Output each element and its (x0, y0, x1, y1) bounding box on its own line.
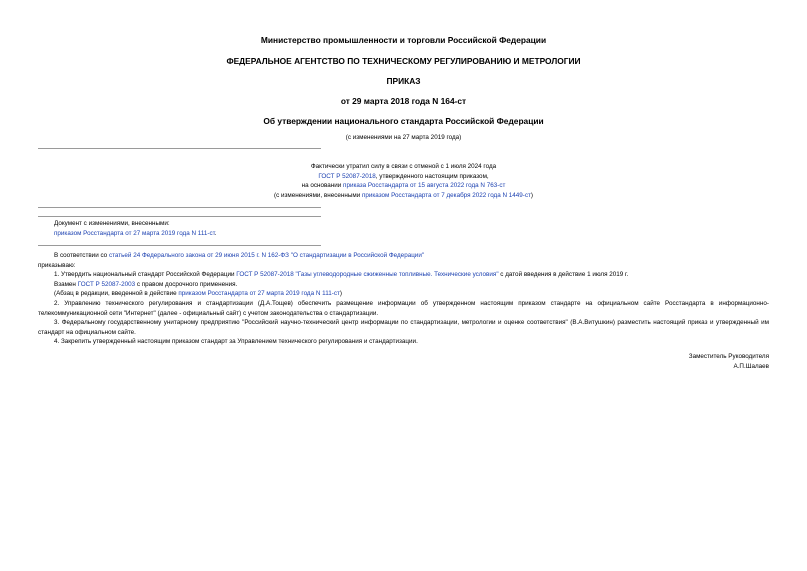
divider (38, 148, 321, 149)
item-1: 1. Утвердить национальный стандарт Российской Федерации ГОСТ Р 52087-2018 "Газы углеводородные сжиженные топливные. Технические условия" с датой введения в действие 1 июля 2019 г. (54, 271, 629, 279)
order-111-link[interactable]: приказом Росстандарта от 27 марта 2019 года N 111-ст (54, 229, 215, 237)
doc-type-heading: ПРИКАЗ (386, 76, 421, 86)
law-162fz-link[interactable]: статьей 24 Федерального закона от 29 июня 2015 г. N 162-ФЗ "О стандартизации в Российской Федерации" (108, 252, 425, 259)
date-number-heading: от 29 марта 2018 года N 164-ст (340, 96, 467, 106)
gost-2003-link[interactable]: ГОСТ Р 52087-2003 (77, 280, 136, 288)
changes-label: Документ с изменениями, внесенными: (54, 220, 170, 227)
signatory-position: Заместитель Руководителя (688, 353, 769, 360)
order-body (38, 251, 769, 347)
item-1-edit-note: (Абзац в редакции, введенной в действие приказом Росстандарта от 27 марта 2019 года N 111-ст) (54, 290, 342, 298)
status-line-3: на основании приказа Росстандарта от 15 августа 2022 года N 763-ст (301, 182, 506, 190)
status-note (38, 162, 769, 200)
order-763-link[interactable]: приказа Росстандарта от 15 августа 2022 года N 763-ст (343, 182, 506, 190)
order-1449-link[interactable]: приказом Росстандарта от 7 декабря 2022 года N 1449-ст (361, 191, 531, 199)
gost-2018-link[interactable]: ГОСТ Р 52087-2018 "Газы углеводородные сжиженные топливные. Технические условия" (236, 271, 499, 279)
status-line-4: (с изменениями, внесенными приказом Росстандарта от 7 декабря 2022 года N 1449-ст) (273, 191, 534, 199)
changes-box (54, 219, 454, 238)
changes-line: приказом Росстандарта от 27 марта 2019 года N 111-ст. (54, 229, 217, 237)
order-word: приказываю: (38, 261, 76, 269)
amended-note: (с изменениями на 27 марта 2019 года) (345, 134, 462, 141)
gost-link[interactable]: ГОСТ Р 52087-2018 (318, 172, 376, 180)
status-line-2: ГОСТ Р 52087-2018, утвержденного настоящим приказом, (318, 172, 489, 180)
divider (38, 207, 321, 208)
order-111-link[interactable]: приказом Росстандарта от 27 марта 2019 года N 111-ст (178, 290, 340, 298)
subject-heading: Об утверждении национального стандарта Российской Федерации (263, 116, 544, 126)
divider (38, 245, 321, 246)
item-1-replace: Взамен ГОСТ Р 52087-2003 с правом досрочного применения. (54, 280, 238, 288)
item-2: 2. Управлению технического регулирования и стандартизации (Д.А.Тощев) обеспечить размещение информации об утвержденном настоящим приказом стандарте на официальном сайте Росстандарта в информационно-телекоммуникационной сети "Интернет" (далее - официальный сайт) с учетом законодательства о стандартизации. (38, 299, 769, 317)
signatory-name: А.П.Шалаев (733, 362, 769, 370)
status-line-1: Фактически утратил силу в связи с отменой с 1 июля 2024 года (310, 163, 497, 170)
ministry-heading: Министерство промышленности и торговли Российской Федерации (260, 35, 547, 45)
agency-heading: ФЕДЕРАЛЬНОЕ АГЕНТСТВО ПО ТЕХНИЧЕСКОМУ РЕГУЛИРОВАНИЮ И МЕТРОЛОГИИ (226, 56, 581, 66)
divider (38, 216, 321, 217)
item-4: 4. Закрепить утвержденный настоящим приказом стандарт за Управлением технического регулирования и стандартизации. (54, 338, 418, 346)
item-3: 3. Федеральному государственному унитарному предприятию "Российский научно-технический центр информации по стандартизации, метрологии и оценке соответствия" (В.А.Витушкин) разместить настоящий приказ и утвержденный им стандарт на официальном сайте. (38, 319, 769, 336)
preamble: В соответствии со статьей 24 Федерального закона от 29 июня 2015 г. N 162-ФЗ "О стандартизации в Российской Федерации" (54, 252, 425, 259)
signature-block (689, 352, 769, 371)
